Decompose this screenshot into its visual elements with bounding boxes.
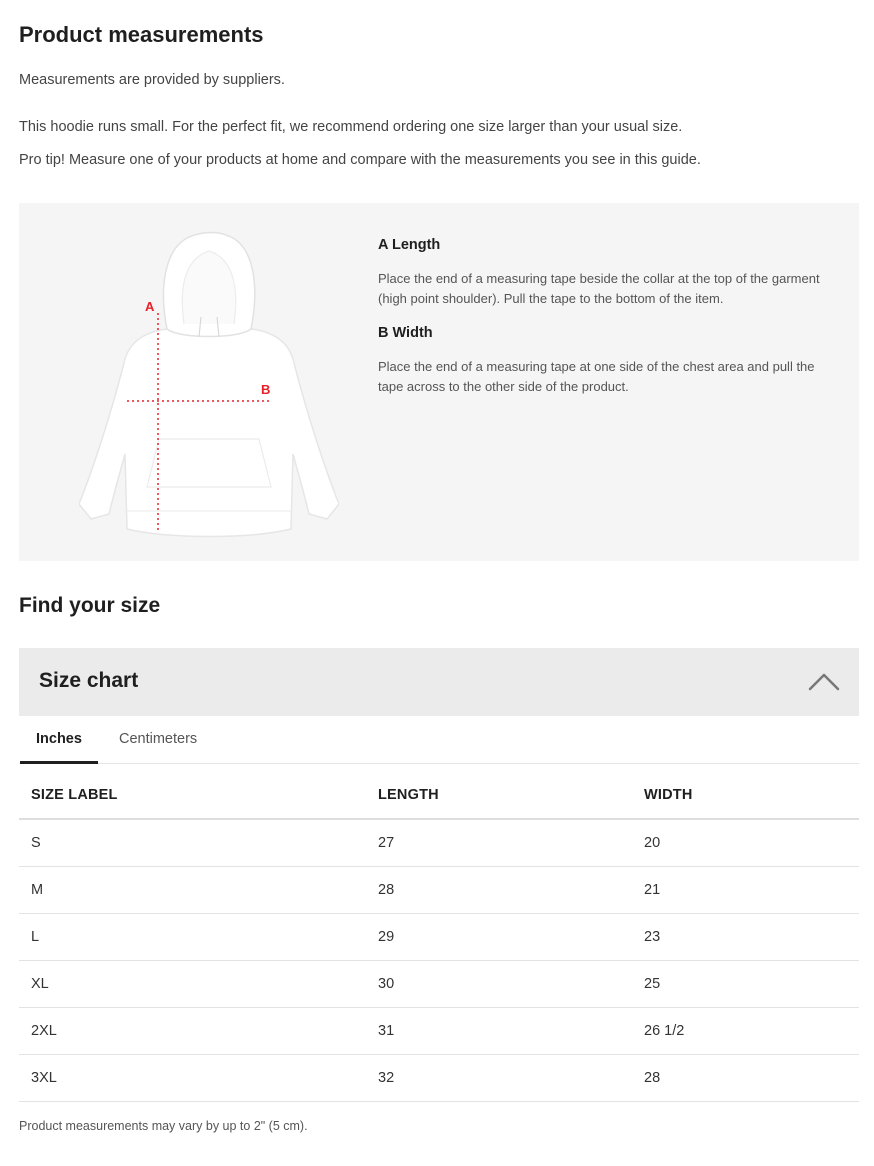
hoodie-diagram	[79, 229, 339, 539]
label-a: A	[145, 299, 155, 314]
column-header-width: WIDTH	[632, 772, 859, 819]
hoodie-image	[79, 229, 339, 539]
width-cell: 25	[632, 960, 859, 1007]
measurement-guide	[19, 203, 859, 561]
fit-note: This hoodie runs small. For the perfect fit, we recommend ordering one size larger than your usual size.	[19, 119, 683, 135]
length-cell: 29	[366, 913, 632, 960]
find-size-heading: Find your size	[19, 594, 161, 617]
table-row	[19, 819, 859, 866]
unit-tabs	[19, 716, 859, 764]
tab-inches[interactable]: Inches	[36, 731, 82, 747]
guide-instructions	[378, 237, 843, 413]
size-table	[19, 772, 859, 1102]
label-b: B	[261, 382, 271, 397]
table-row	[19, 1054, 859, 1101]
size-cell: L	[19, 913, 366, 960]
length-heading: A Length	[378, 237, 441, 253]
table-header-row	[19, 772, 859, 819]
length-cell: 27	[366, 819, 632, 866]
active-tab-indicator	[20, 761, 98, 764]
length-cell: 30	[366, 960, 632, 1007]
size-cell: S	[19, 819, 366, 866]
width-heading: B Width	[378, 325, 433, 341]
measurement-footnote: Product measurements may vary by up to 2" (5 cm).	[19, 1119, 308, 1133]
length-description: Place the end of a measuring tape beside the collar at the top of the garment (high point shoulder). Pull the tape to the bottom of the item.	[378, 271, 820, 306]
table-row	[19, 960, 859, 1007]
table-row	[19, 866, 859, 913]
length-cell: 28	[366, 866, 632, 913]
column-header-length: LENGTH	[366, 772, 632, 819]
table-row	[19, 1007, 859, 1054]
size-cell: M	[19, 866, 366, 913]
size-chart-accordion[interactable]	[19, 648, 859, 716]
accordion-title: Size chart	[39, 669, 139, 692]
table-row	[19, 913, 859, 960]
width-cell: 21	[632, 866, 859, 913]
size-cell: XL	[19, 960, 366, 1007]
width-cell: 20	[632, 819, 859, 866]
page-title: Product measurements	[19, 22, 264, 47]
column-header-size-label: SIZE LABEL	[19, 772, 366, 819]
chevron-up-icon[interactable]	[807, 670, 841, 692]
pro-tip: Pro tip! Measure one of your products at home and compare with the measurements you see in this guide.	[19, 152, 701, 168]
size-cell: 3XL	[19, 1054, 366, 1101]
width-description: Place the end of a measuring tape at one side of the chest area and pull the tape across to the other side of the product.	[378, 359, 815, 394]
length-cell: 31	[366, 1007, 632, 1054]
supplier-note: Measurements are provided by suppliers.	[19, 72, 285, 88]
tab-centimeters[interactable]: Centimeters	[119, 731, 198, 747]
width-cell: 23	[632, 913, 859, 960]
width-cell: 26 1/2	[632, 1007, 859, 1054]
length-cell: 32	[366, 1054, 632, 1101]
width-cell: 28	[632, 1054, 859, 1101]
size-cell: 2XL	[19, 1007, 366, 1054]
